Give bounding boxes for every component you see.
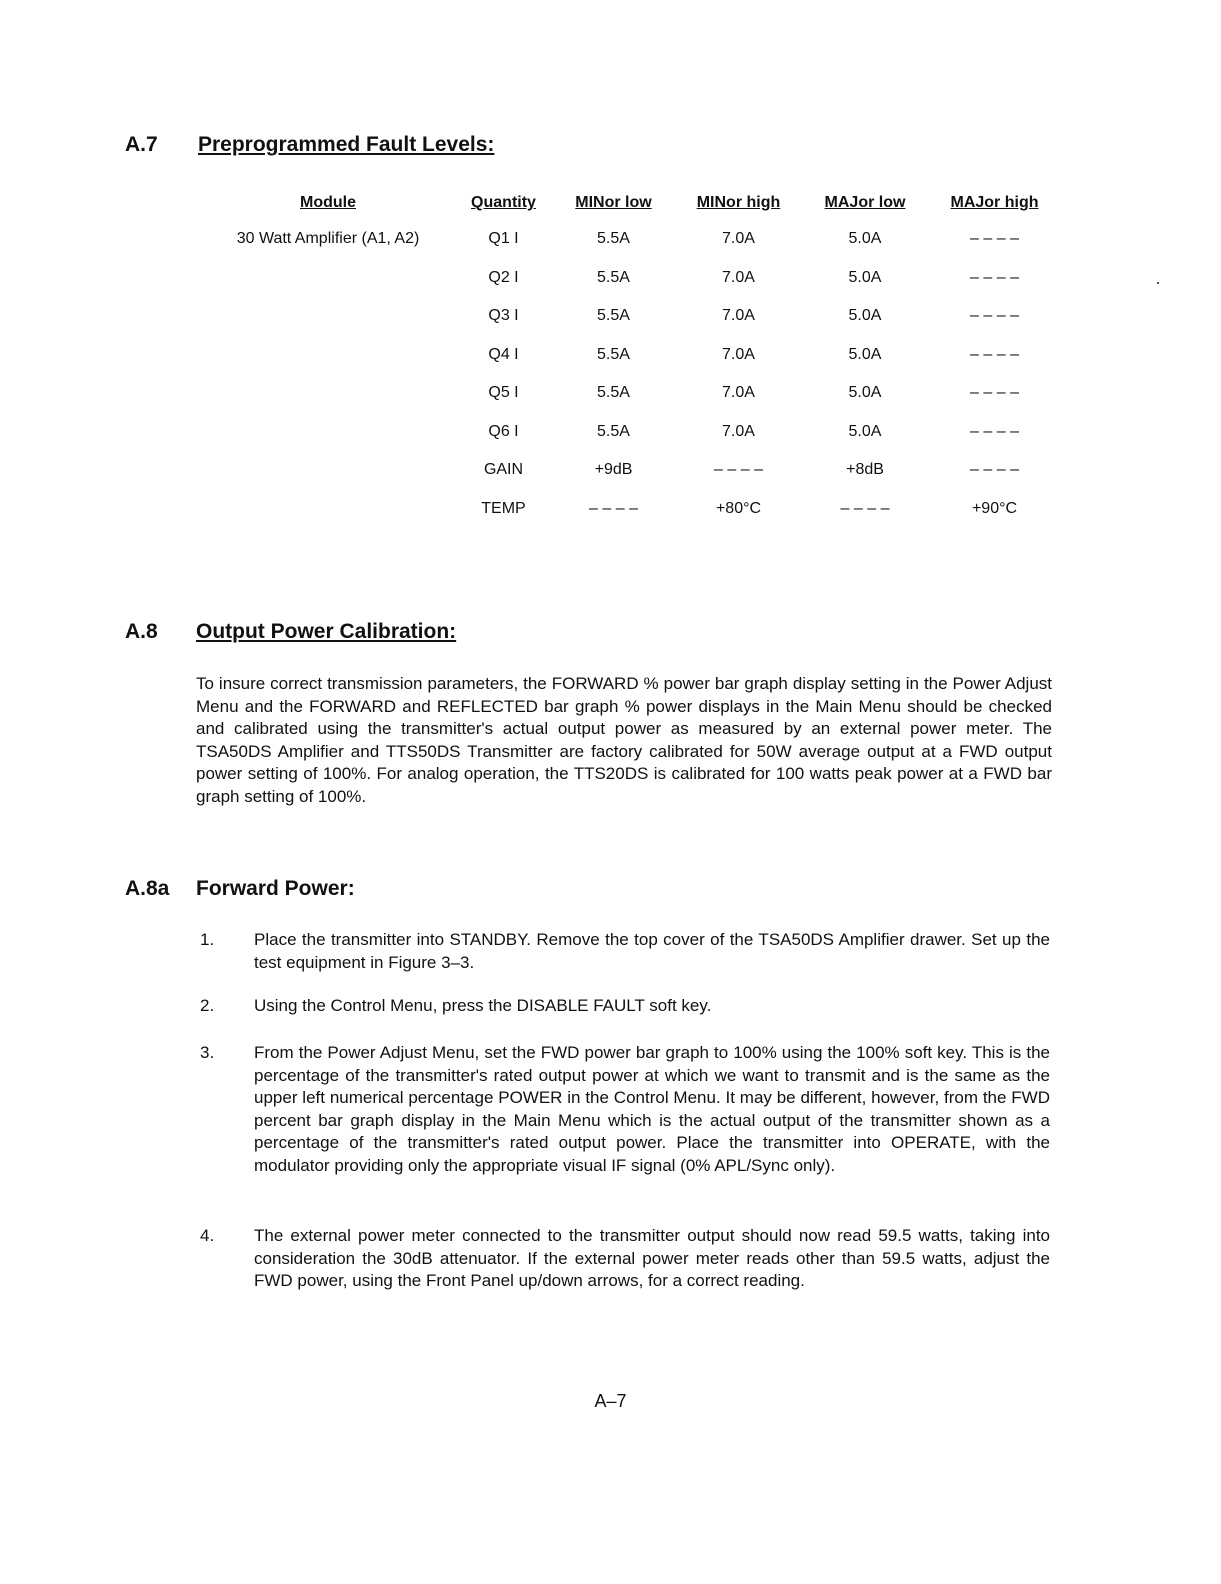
table-cell: 7.0A (722, 422, 755, 440)
section-a7-title: Preprogrammed Fault Levels: (198, 133, 495, 156)
table-cell: 5.5A (597, 384, 630, 402)
section-a8-title: Output Power Calibration: (196, 620, 457, 643)
table-cell: – – – – (589, 499, 638, 517)
table-cell: 7.0A (722, 230, 755, 248)
table-cell: 5.5A (597, 345, 630, 363)
table-cell: 5.0A (848, 268, 882, 286)
table-row (200, 220, 1060, 259)
step-text: Place the transmitter into STANDBY. Remove the top cover of the TSA50DS Amplifier drawer. Set up the test equipment in Figure 3–3. (254, 930, 1050, 972)
table-header-row (200, 194, 1060, 220)
header-minor-low: MINor low (575, 194, 652, 211)
table-cell: – – – – (840, 499, 890, 517)
step-number: 2. (200, 996, 215, 1015)
table-cell: – – – – (970, 307, 1019, 325)
table-cell (200, 490, 456, 529)
header-module: Module (300, 194, 356, 211)
table-cell: – – – – (970, 345, 1019, 363)
table-cell: 5.5A (597, 422, 630, 440)
table-cell: Q1 I (488, 230, 519, 248)
table-cell: +90°C (971, 499, 1018, 517)
table-cell: 5.0A (848, 345, 882, 363)
table-cell: Q2 I (488, 268, 519, 286)
table-cell: Q3 I (488, 307, 519, 325)
table-cell: – – – – (970, 461, 1019, 479)
table-row (200, 374, 1060, 413)
table-cell: – – – – (970, 268, 1019, 286)
page-number: A–7 (594, 1391, 627, 1411)
table-cell: 5.5A (597, 268, 630, 286)
table-cell (200, 374, 456, 413)
header-major-high: MAJor high (950, 194, 1039, 211)
step-number: 3. (200, 1043, 215, 1062)
section-a8a-title: Forward Power: (196, 877, 355, 900)
table-row (200, 413, 1060, 452)
table-cell: +8dB (846, 461, 884, 479)
section-a7-number: A.7 (125, 133, 158, 156)
table-row (200, 259, 1060, 298)
table-cell (200, 451, 456, 490)
step-text: Using the Control Menu, press the DISABLE FAULT soft key. (254, 996, 712, 1015)
table-cell: – – – – (970, 384, 1019, 402)
calibration-paragraph: To insure correct transmission parameters, the FORWARD % power bar graph display setting in the Power Adjust Menu and the FORWARD and REFLECTED bar graph % power displays in the Main Menu should be checked and calibrated using the transmitter's actual output power as measured by an external power meter. The TSA50DS Amplifier and TTS50DS Transmitter are factory calibrated for 50W average output at a FWD output power setting of 100%. For analog operation, the TTS20DS is calibrated for 100 watts peak power at a FWD bar graph setting of 100%. (196, 674, 1052, 806)
table-cell: 5.0A (848, 422, 882, 440)
header-quantity: Quantity (471, 194, 536, 211)
table-cell: Q4 I (488, 345, 519, 363)
table-row (200, 336, 1060, 375)
table-cell: 7.0A (722, 307, 755, 325)
section-a8-number: A.8 (125, 620, 158, 643)
table-cell (200, 413, 456, 452)
table-cell: – – – – (714, 461, 763, 479)
table-cell: Q5 I (488, 384, 519, 402)
table-cell: GAIN (483, 461, 524, 479)
table-row (200, 297, 1060, 336)
step-number: 4. (200, 1226, 215, 1245)
table-cell: 5.0A (848, 384, 882, 402)
table-cell: +9dB (594, 461, 633, 479)
step-number: 1. (200, 930, 215, 949)
table-cell: 5.0A (848, 230, 882, 248)
table-cell (200, 336, 456, 375)
scan-speck (1157, 282, 1159, 284)
header-minor-high: MINor high (696, 194, 781, 211)
table-cell: 5.5A (597, 307, 630, 325)
table-cell: TEMP (481, 499, 526, 517)
table-cell (200, 297, 456, 336)
step-text: The external power meter connected to the transmitter output should now read 59.5 watts, taking into consideration the 30dB attenuator. If the external power meter reads other than 59.5 watts, adjust the FWD power, using the Front Panel up/down arrows, for a correct reading. (254, 1226, 1050, 1290)
table-row (200, 490, 1060, 529)
header-major-low: MAJor low (824, 194, 906, 211)
table-cell: +80°C (715, 499, 762, 517)
table-cell: 7.0A (722, 345, 755, 363)
table-cell: 5.0A (848, 307, 882, 325)
table-cell: Q6 I (488, 422, 519, 440)
table-cell: – – – – (970, 422, 1019, 440)
fault-levels-table (200, 194, 1060, 528)
section-a8a-number: A.8a (125, 877, 170, 900)
step-text: From the Power Adjust Menu, set the FWD power bar graph to 100% using the 100% soft key. This is the percentage of the transmitter's rated output power at which we want to transmit and is the same as the upper left numerical percentage POWER in the Control Menu. It may be different, however, from the FWD percent bar graph display in the Main Menu which is the actual output of the transmitter shown as a percentage of the transmitter's rated output power. Place the transmitter into OPERATE, with the modulator providing only the appropriate visual IF signal (0% APL/Sync only). (254, 1043, 1050, 1175)
table-cell: 7.0A (722, 268, 755, 286)
table-cell: 7.0A (722, 384, 755, 402)
table-cell: 30 Watt Amplifier (A1, A2) (236, 230, 420, 248)
table-cell (200, 259, 456, 298)
table-cell: – – – – (970, 230, 1019, 248)
table-cell: 5.5A (597, 230, 630, 248)
table-row (200, 451, 1060, 490)
